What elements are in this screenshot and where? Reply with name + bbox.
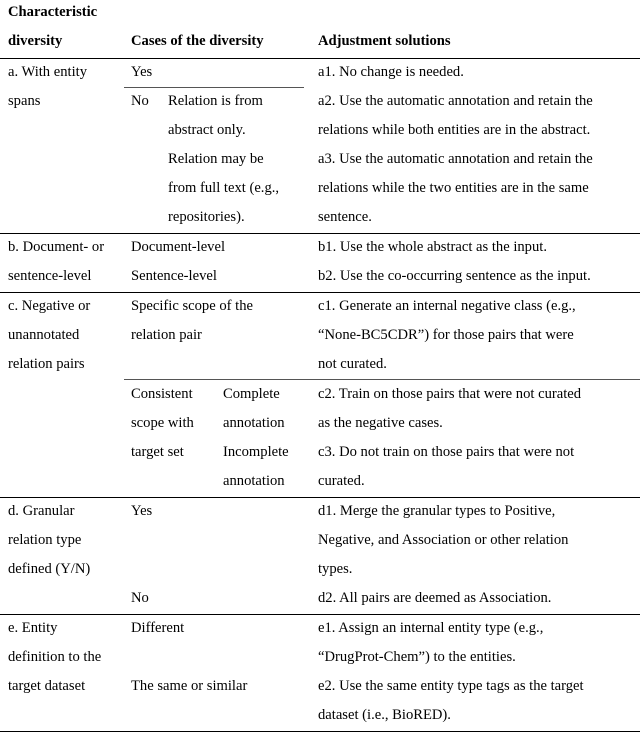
solution-e2-line1: e2. Use the same entity type tags as the target — [318, 678, 584, 694]
subcase-a-fulltext-line2: from full text (e.g., — [168, 180, 280, 196]
solution-c2-line1: c2. Train on those pairs that were not curated — [318, 386, 582, 402]
header-solutions: Adjustment solutions — [318, 33, 451, 49]
case-c-consistent-line3: target set — [131, 444, 184, 460]
solution-c1-line2: “None-BC5CDR”) for those pairs that were — [318, 327, 574, 343]
solution-c3-line2: curated. — [318, 473, 365, 489]
case-b-document: Document-level — [131, 239, 226, 255]
characteristic-e-line2: definition to the — [8, 649, 102, 665]
solution-d1-line1: d1. Merge the granular types to Positive, — [318, 503, 556, 519]
case-e-same: The same or similar — [131, 678, 248, 694]
characteristic-e-line1: e. Entity — [8, 620, 58, 636]
characteristic-a-line2: spans — [8, 93, 41, 109]
subcase-c-complete-line2: annotation — [223, 415, 285, 431]
solution-b1: b1. Use the whole abstract as the input. — [318, 239, 547, 255]
subcase-a-fulltext-line1: Relation may be — [168, 151, 264, 167]
solution-e1-line2: “DrugProt-Chem”) to the entities. — [318, 649, 516, 665]
solution-d2: d2. All pairs are deemed as Association. — [318, 590, 552, 606]
case-c-specific-line2: relation pair — [131, 327, 202, 343]
characteristic-c-line1: c. Negative or — [8, 298, 91, 314]
characteristic-d-line2: relation type — [8, 532, 82, 548]
characteristic-c-line3: relation pairs — [8, 356, 85, 372]
subcase-a-abstract-line1: Relation is from — [168, 93, 263, 109]
case-c-consistent-line2: scope with — [131, 415, 194, 431]
solution-a3-line1: a3. Use the automatic annotation and retain the — [318, 151, 593, 167]
solution-a3-line3: sentence. — [318, 209, 372, 225]
solution-a1: a1. No change is needed. — [318, 64, 464, 80]
solution-b2: b2. Use the co-occurring sentence as the input. — [318, 268, 591, 284]
solution-a3-line2: relations while the two entities are in the same — [318, 180, 589, 196]
solution-d1-line2: Negative, and Association or other relation — [318, 532, 569, 548]
case-c-specific-line1: Specific scope of the — [131, 298, 253, 314]
case-d-yes: Yes — [131, 503, 153, 519]
solution-c1-line3: not curated. — [318, 356, 387, 372]
case-a-yes: Yes — [131, 64, 153, 80]
header-characteristic-line2: diversity — [8, 33, 63, 49]
solution-e1-line1: e1. Assign an internal entity type (e.g., — [318, 620, 544, 636]
case-d-no: No — [131, 590, 149, 606]
solution-c1-line1: c1. Generate an internal negative class (e.g., — [318, 298, 576, 314]
solution-c2-line2: as the negative cases. — [318, 415, 443, 431]
solution-c3-line1: c3. Do not train on those pairs that were not — [318, 444, 575, 460]
header-characteristic-line1: Characteristic — [8, 4, 98, 20]
characteristic-b-line2: sentence-level — [8, 268, 92, 284]
case-c-consistent-line1: Consistent — [131, 386, 193, 402]
case-e-different: Different — [131, 620, 185, 636]
case-b-sentence: Sentence-level — [131, 268, 217, 284]
characteristic-e-line3: target dataset — [8, 678, 86, 694]
case-a-no: No — [131, 93, 149, 109]
solution-e2-line2: dataset (i.e., BioRED). — [318, 707, 451, 723]
table-bottom-rule — [0, 731, 640, 732]
subcase-a-abstract-line2: abstract only. — [168, 122, 246, 138]
subcase-c-incomplete-line2: annotation — [223, 473, 285, 489]
characteristic-b-line1: b. Document- or — [8, 239, 105, 255]
characteristic-a-line1: a. With entity — [8, 64, 87, 80]
header-cases: Cases of the diversity — [131, 33, 264, 49]
solution-a2-line2: relations while both entities are in the abstract. — [318, 122, 591, 138]
solution-a2-line1: a2. Use the automatic annotation and retain the — [318, 93, 593, 109]
characteristic-d-line1: d. Granular — [8, 503, 75, 519]
subcase-c-incomplete-line1: Incomplete — [223, 444, 289, 460]
subcase-a-fulltext-line3: repositories). — [168, 209, 245, 225]
characteristic-d-line3: defined (Y/N) — [8, 561, 91, 577]
characteristic-c-line2: unannotated — [8, 327, 80, 343]
solution-d1-line3: types. — [318, 561, 353, 577]
subcase-c-complete-line1: Complete — [223, 386, 280, 402]
